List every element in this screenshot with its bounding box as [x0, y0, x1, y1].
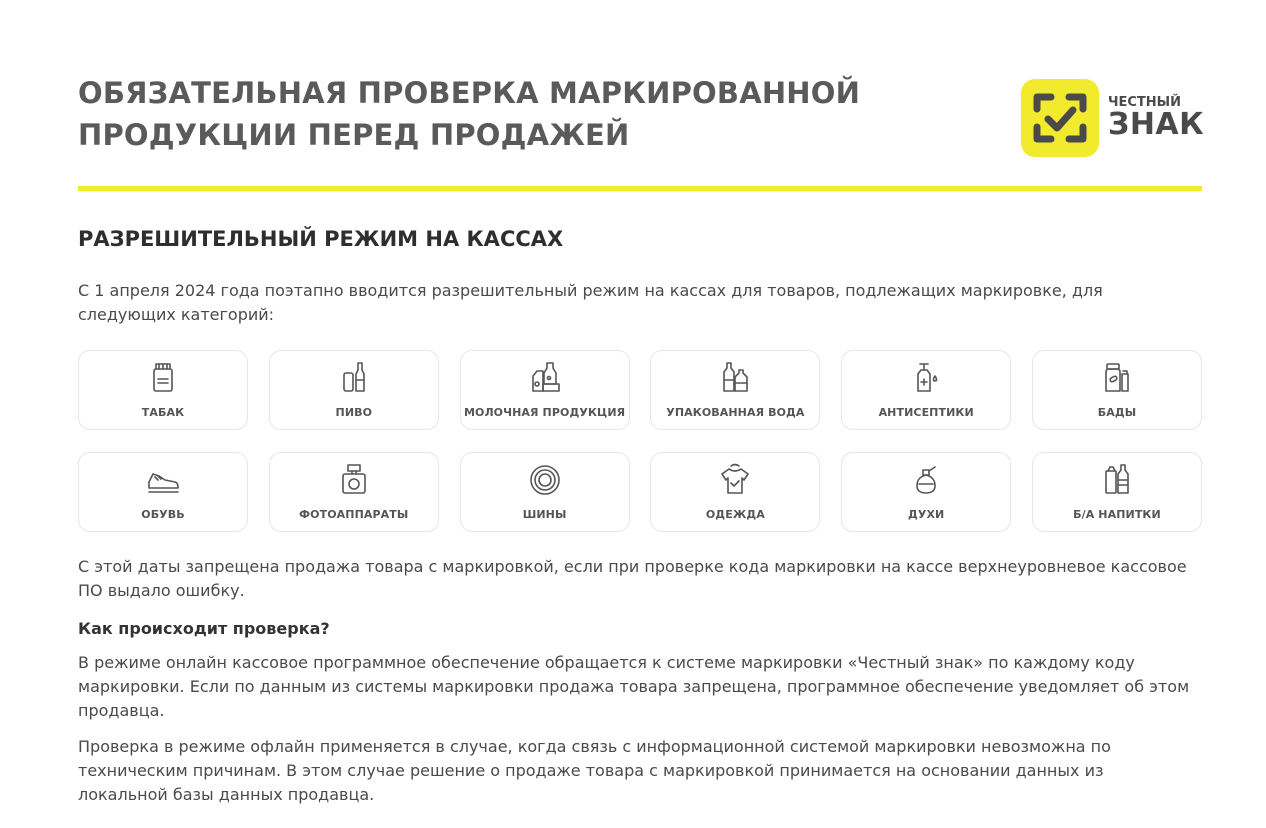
category-card-shoes	[78, 452, 248, 532]
category-card-tobacco	[78, 350, 248, 430]
category-label: Б/А НАПИТКИ	[1073, 508, 1161, 521]
category-label: ДУХИ	[908, 508, 945, 521]
camera-icon	[336, 462, 372, 498]
category-card-dairy	[460, 350, 630, 430]
category-card-antiseptic	[841, 350, 1011, 430]
category-label: УПАКОВАННАЯ ВОДА	[666, 406, 805, 419]
page-title-line1: ОБЯЗАТЕЛЬНАЯ ПРОВЕРКА МАРКИРОВАННОЙ	[78, 76, 861, 110]
category-grid	[78, 350, 1202, 532]
water-icon	[717, 360, 753, 396]
category-card-clothes	[650, 452, 820, 532]
category-label: БАДЫ	[1097, 406, 1137, 419]
category-card-perfume	[841, 452, 1011, 532]
category-label: ОДЕЖДА	[705, 508, 765, 521]
logo-mark-icon	[1021, 79, 1099, 157]
paragraph-prohibition: С этой даты запрещена продажа товара с маркировкой, если при проверке кода маркировки на кассе верхнеуровневое кассовое ПО выдало ошибку.	[78, 557, 1187, 600]
category-card-beer	[269, 350, 439, 430]
category-card-camera	[269, 452, 439, 532]
perfume-icon	[908, 462, 944, 498]
category-card-soft-drinks	[1032, 452, 1202, 532]
soft-drinks-icon	[1099, 462, 1135, 498]
category-label: ТАБАК	[141, 406, 185, 419]
intro-text: С 1 апреля 2024 года поэтапно вводится разрешительный режим на кассах для товаров, подлежащих маркировке, для следующих категорий:	[78, 281, 1103, 324]
beer-icon	[336, 360, 372, 396]
category-label: МОЛОЧНАЯ ПРОДУКЦИЯ	[463, 406, 626, 419]
section-title: РАЗРЕШИТЕЛЬНЫЙ РЕЖИМ НА КАССАХ	[78, 227, 564, 251]
category-card-tires	[460, 452, 630, 532]
shoes-icon	[145, 462, 181, 498]
logo-text-line2: ЗНАК	[1108, 107, 1205, 142]
page-title	[78, 72, 860, 156]
antiseptic-icon	[908, 360, 944, 396]
category-label: ШИНЫ	[522, 508, 567, 521]
page-title-line2: ПРОДУКЦИИ ПЕРЕД ПРОДАЖЕЙ	[78, 118, 630, 152]
paragraph-online-check: В режиме онлайн кассовое программное обеспечение обращается к системе маркировки «Честный знак» по каждому коду маркировки. Если по данным из системы маркировки продажа товара запрещена, программное обеспечение уведомляет об этом продавца.	[78, 653, 1190, 720]
tire-icon	[527, 462, 563, 498]
logo-text-line1: ЧЕСТНЫЙ	[1108, 95, 1182, 110]
chestny-znak-logo	[1021, 79, 1206, 159]
supplements-icon	[1099, 360, 1135, 396]
category-label: АНТИСЕПТИКИ	[878, 406, 974, 419]
category-label: ПИВО	[335, 406, 373, 419]
category-label: ФОТОАППАРАТЫ	[299, 508, 409, 521]
clothes-icon	[717, 462, 753, 498]
accent-divider	[78, 186, 1202, 191]
question-heading: Как происходит проверка?	[78, 619, 330, 638]
category-label: ОБУВЬ	[141, 508, 185, 521]
category-card-supplements	[1032, 350, 1202, 430]
tobacco-icon	[145, 360, 181, 396]
category-card-water	[650, 350, 820, 430]
paragraph-offline-check: Проверка в режиме офлайн применяется в случае, когда связь с информационной системой маркировки невозможна по техническим причинам. В этом случае решение о продаже товара с маркировкой принимается на основании данных из локальной базы данных продавца.	[78, 737, 1111, 804]
dairy-icon	[527, 360, 563, 396]
